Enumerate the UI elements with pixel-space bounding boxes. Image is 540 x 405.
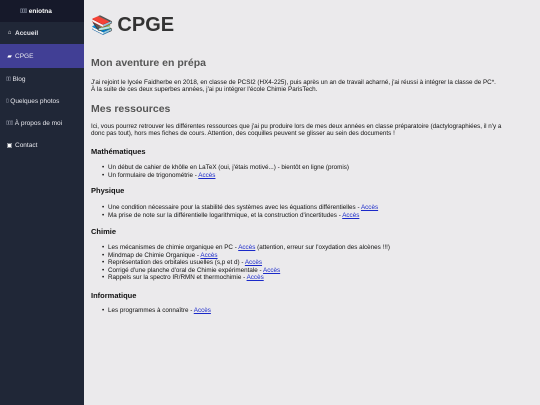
mail-icon: ▣ bbox=[6, 142, 13, 149]
main-content bbox=[84, 0, 540, 405]
math-list bbox=[102, 164, 349, 179]
site-brand[interactable] bbox=[0, 0, 84, 22]
ressources-paragraph: Ici, vous pourrez retrouver les différentes ressources que j'ai pu produire lors de mes deux années en classe préparatoire (dactylographiées, il n'y a donc pas tout), hors mes fiches de cours. Attention, des coquilles peuvent se glisser au sein des documents ! bbox=[91, 123, 502, 138]
sidebar-item-contact[interactable] bbox=[0, 134, 84, 156]
section-heading-aventure: Mon aventure en prépa bbox=[91, 57, 206, 69]
sidebar-item-a-propos[interactable] bbox=[0, 112, 84, 134]
sidebar-item-label: À propos de moi bbox=[14, 119, 63, 127]
sidebar-item-blog[interactable] bbox=[0, 68, 84, 90]
physique-list bbox=[102, 204, 378, 219]
sidebar-item-label: Blog bbox=[12, 75, 26, 83]
user-icon: ▯▯▯ bbox=[6, 120, 13, 126]
acces-link[interactable]: Accès bbox=[360, 204, 379, 211]
list-item: • Mindmap de Chimie Organique - Accès bbox=[102, 252, 390, 260]
aventure-paragraph: J'ai rejoint le lycée Faidherbe en 2018, en classe de PCSI2 (HX4-225), puis après un an de travail acharné, j'ai réussi à intégrer la classe de PC*. À la suite de ces deux superbes années, j'ai pu intégrer l'école Chimie ParisTech. bbox=[91, 79, 496, 94]
sidebar-item-label: Contact bbox=[15, 141, 38, 149]
heading-mathematiques: Mathématiques bbox=[91, 147, 146, 156]
book-icon: 📚 bbox=[91, 15, 114, 35]
heading-chimie: Chimie bbox=[91, 227, 117, 236]
informatique-list bbox=[102, 307, 211, 315]
acces-link[interactable]: Accès bbox=[200, 251, 218, 259]
acces-link[interactable]: Accès bbox=[238, 244, 256, 251]
sidebar-item-photos[interactable] bbox=[0, 90, 84, 112]
heading-informatique: Informatique bbox=[91, 291, 137, 300]
list-item: • Un formulaire de trigonométrie - Accès bbox=[102, 172, 349, 180]
acces-link[interactable]: Accès bbox=[244, 259, 263, 266]
acces-link[interactable]: Accès bbox=[263, 266, 281, 274]
home-icon: ⌂ bbox=[7, 30, 12, 36]
list-item: • Rappels sur la spectro IR/RMN et thermochimie - Accès bbox=[102, 274, 390, 282]
acces-link[interactable]: Accès bbox=[193, 307, 211, 314]
page-title: 📚 CPGE bbox=[91, 14, 175, 36]
sidebar-item-accueil[interactable] bbox=[0, 22, 84, 44]
brand-logo-icon: ▯▯▯ bbox=[20, 8, 27, 14]
acces-link[interactable]: Accès bbox=[342, 211, 360, 219]
list-item: • Corrigé d'une planche d'oral de Chimie expérimentale - Accès bbox=[102, 267, 390, 275]
acces-link[interactable]: Accès bbox=[198, 171, 216, 179]
brand-name: eniotna bbox=[28, 7, 52, 15]
photo-icon: ▯ bbox=[6, 98, 9, 104]
sidebar bbox=[0, 0, 84, 405]
list-item: • Une condition nécessaire pour la stabilité des systèmes avec les équations différentielles - Accès bbox=[102, 204, 378, 212]
sidebar-item-label: Quelques photos bbox=[10, 97, 60, 105]
sidebar-item-label: Accueil bbox=[15, 29, 39, 37]
section-heading-ressources: Mes ressources bbox=[91, 103, 171, 115]
chimie-list bbox=[102, 244, 390, 282]
blog-icon: ▯▯ bbox=[6, 76, 11, 82]
list-item: • Représentation des orbitales usuelles (s,p et d) - Accès bbox=[102, 259, 390, 267]
list-item: • Un début de cahier de khôlle en LaTeX (oui, j'étais motivé...) - bientôt en ligne (promis) bbox=[102, 164, 349, 172]
sidebar-item-label: CPGE bbox=[15, 52, 34, 60]
list-item: • Ma prise de note sur la différentielle logarithmique, et la construction d'incertitudes - Accès bbox=[102, 212, 378, 220]
list-item: • Les programmes à connaître - Accès bbox=[102, 307, 211, 315]
acces-link[interactable]: Accès bbox=[246, 274, 264, 281]
list-item: • Les mécanismes de chimie organique en PC - Accès (attention, erreur sur l'oxydation des alcènes !!!) bbox=[102, 244, 390, 252]
sidebar-item-cpge[interactable] bbox=[0, 44, 84, 68]
book-icon: ▰ bbox=[7, 53, 12, 60]
heading-physique: Physique bbox=[91, 186, 125, 195]
